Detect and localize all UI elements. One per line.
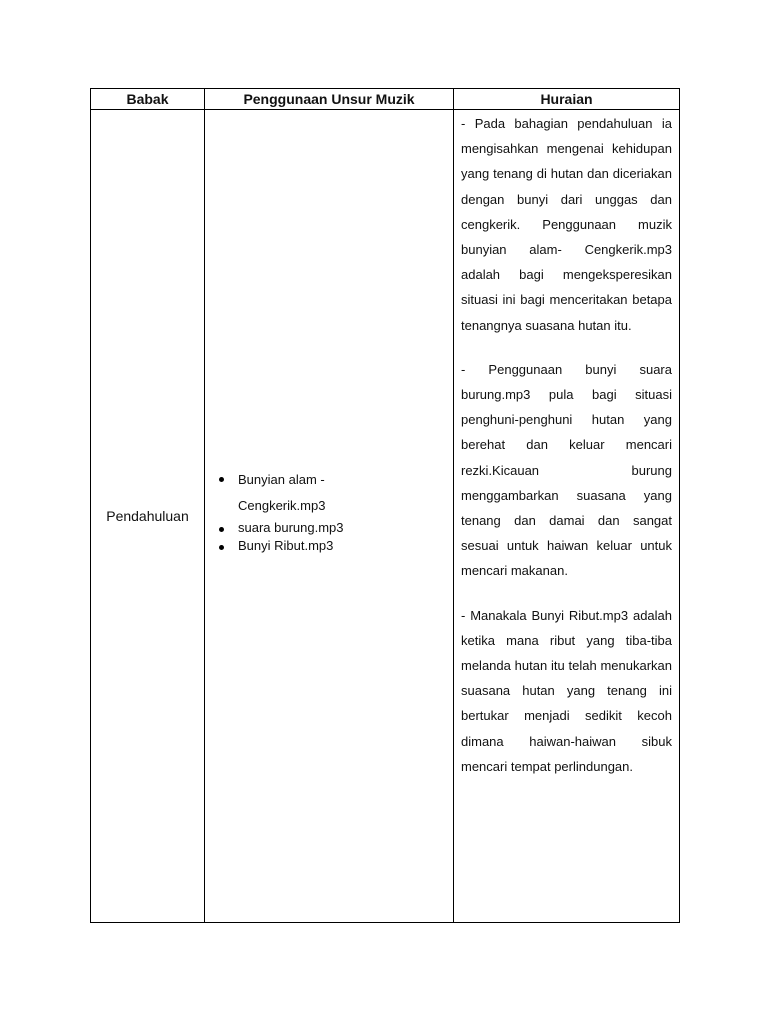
table-row (91, 110, 680, 923)
header-huraian: Huraian (454, 89, 680, 110)
list-item-text: suara burung.mp3 (238, 520, 344, 535)
unsur-cell (205, 110, 454, 923)
list-item-text-continued: Cengkerik.mp3 (238, 498, 326, 513)
list-item (219, 537, 453, 555)
huraian-cell (454, 110, 680, 923)
list-item-text: Bunyi Ribut.mp3 (238, 538, 334, 553)
header-unsur: Penggunaan Unsur Muzik (205, 89, 454, 110)
table-header (91, 89, 680, 110)
huraian-paragraph-cengkerik: - Pada bahagian pendahuluan ia mengisahkan mengenai kehidupan yang tenang di hutan dan diceriakan dengan bunyi dari unggas dan cengkerik. Penggunaan muzik bunyian alam- Cengkerik.mp3 adalah bagi mengeksperesikan situasi ini bagi menceritakan betapa tenangnya suasana hutan itu. (461, 116, 672, 333)
huraian-paragraph-burung: - Penggunaan bunyi suara burung.mp3 pula bagi situasi penghuni-penghuni hutan yang berehat dan keluar mencari rezki.Kicauan burung menggambarkan suasana yang tenang dan damai dan sangat sesuai untuk haiwan keluar untuk mencari makanan. (461, 361, 672, 579)
babak-cell: Pendahuluan (91, 110, 205, 923)
list-item-text: Bunyian alam - (238, 472, 325, 487)
huraian-paragraph-ribut: - Manakala Bunyi Ribut.mp3 adalah ketika mana ribut yang tiba-tiba melanda hutan itu telah menukarkan suasana hutan yang tenang ini bertukar menjadi sedikit kecoh dimana haiwan-haiwan sibuk mencari tempat perlindungan. (461, 607, 672, 774)
list-item (219, 519, 453, 537)
music-elements-table (90, 88, 680, 923)
unsur-bullet-list (205, 467, 453, 555)
header-row (91, 89, 680, 110)
list-item (219, 467, 453, 519)
table-body (91, 110, 680, 923)
header-babak: Babak (91, 89, 205, 110)
